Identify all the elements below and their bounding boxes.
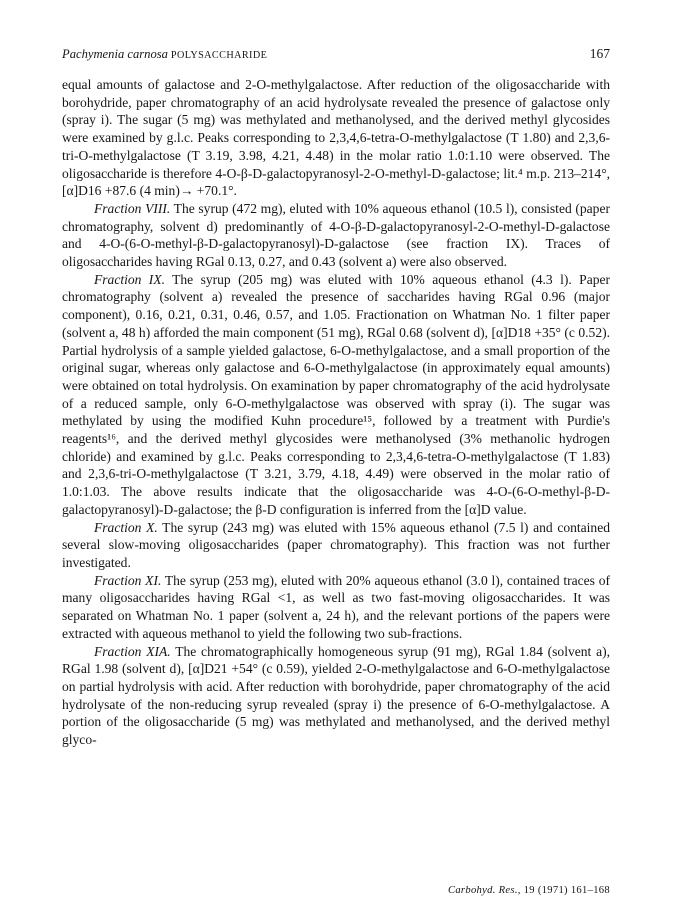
paragraph-text: The syrup (472 mg), eluted with 10% aqueous ethanol (10.5 l), consisted (paper chromatography, solvent d) predominantly of 4-O-β-D-galactopyranosyl-2-O-methyl-D-galactose and 4-O-(6-O-methyl-β-D-galactopyranosyl)-D-galactose (see fraction IX). Traces of oligosaccharides having RGal 0.13, 0.27, and 0.43 (solvent a) were also observed. xyxy=(62,200,610,270)
footer-citation: 19 (1971) 161–168 xyxy=(520,885,610,896)
paragraph-fraction-x xyxy=(62,519,610,572)
paragraph-heading: Fraction XI. xyxy=(94,572,162,588)
paragraph-heading: Fraction VIII. xyxy=(94,200,171,216)
paragraph-fraction-ix xyxy=(62,271,610,519)
paragraph-text: The syrup (205 mg) was eluted with 10% aqueous ethanol (4.3 l). Paper chromatography (solvent a) revealed the presence of saccharides having RGal 0.96 (major component), 0.16, 0.21, 0.31, 0.46, 0.57, and 1.05. Fractionation on Whatman No. 1 filter paper (solvent a, 48 h) afforded the main component (51 mg), RGal 0.68 (solvent d), [α]D18 +35° (c 0.52). Partial hydrolysis of a sample yielded galactose, 6-O-methylgalactose, and a small proportion of the original sugar, whereas only galactose and 6-O-methylgalactose (in approximately equal amounts) were obtained on total hydrolysis. On examination by paper chromatography of the acid hydrolysate of a reduced sample, only 6-O-methylgalactose was observed with spray (i). The sugar was methylated by using the modified Kuhn procedure¹⁵, followed by a treatment with Purdie's reagents¹⁶, and the derived methyl glycosides were methanolysed (3% methanolic hydrogen chloride) and examined by g.l.c. Peaks corresponding to 2,3,4,6-tetra-O-methylgalactose (T 1.83) and 2,3,6-tri-O-methylgalactose (T 3.21, 3.79, 4.18, 4.49) were observed in the molar ratio of 1.0:1.03. The above results indicate that the oligosaccharide was 4-O-(6-O-methyl-β-D-galactopyranosyl)-D-galactose; the β-D configuration is inferred from the [α]D value. xyxy=(62,271,610,517)
paragraph-text: The syrup (243 mg) was eluted with 15% aqueous ethanol (7.5 l) and contained several slow-moving oligosaccharides (paper chromatography). This fraction was not further investigated. xyxy=(62,519,610,570)
body-text xyxy=(62,76,610,749)
running-title-rest: POLYSACCHARIDE xyxy=(167,50,268,61)
paragraph-fraction-xi xyxy=(62,572,610,643)
paragraph-heading: Fraction XIA. xyxy=(94,643,171,659)
page-number: 167 xyxy=(589,46,610,61)
paragraph-text: equal amounts of galactose and 2-O-methylgalactose. After reduction of the oligosaccharide with borohydride, paper chromatography of an acid hydrolysate revealed the presence of galactose only (spray i). The sugar (5 mg) was methylated and methanolysed, and the derived methyl glycosides were examined by g.l.c. Peaks corresponding to 2,3,4,6-tetra-O-methylgalactose (T 1.80) and 2,3,6-tri-O-methylgalactose (T 3.19, 3.98, 4.21, 4.48) in the molar ratio 1.0:1.10 were observed. The oligosaccharide is therefore 4-O-β-D-galactopyranosyl-2-O-methyl-D-galactose; lit.⁴ m.p. 213–214°, [α]D16 +87.6 (4 min)→ +70.1°. xyxy=(62,77,610,199)
paragraph-fraction-xia xyxy=(62,643,610,749)
journal-citation-footer xyxy=(448,885,610,896)
paragraph-text: The chromatographically homogeneous syrup (91 mg), RGal 1.84 (solvent a), RGal 1.98 (solvent d), [α]D21 +54° (c 0.59), yielded 2-O-methylgalactose and 6-O-methylgalactose on partial hydrolysis with acid. After reduction with borohydride, paper chromatography of the acid hydrolysate of the non-reducing syrup revealed (spray i) the presence of 6-O-methylgalactose. A portion of the oligosaccharide (5 mg) was methylated and methanolysed, and the derived methyl glyco- xyxy=(62,643,610,748)
running-title xyxy=(62,44,267,66)
paragraph-text: The syrup (253 mg), eluted with 20% aqueous ethanol (3.0 l), contained traces of many oligosaccharides having RGal <1, as well as two fast-moving oligosaccharides. It was separated on Whatman No. 1 paper (solvent a, 24 h), and the relevant portions of the papers were extracted with aqueous methanol to yield the following two sub-fractions. xyxy=(62,572,611,641)
paragraph-heading: Fraction X. xyxy=(94,519,158,535)
running-title-species: Pachymenia carnosa xyxy=(62,47,168,61)
paragraph-fraction-viii xyxy=(62,200,610,271)
paragraph-heading: Fraction IX. xyxy=(94,271,165,287)
paragraph-continued xyxy=(62,76,610,200)
footer-journal: Carbohyd. Res., xyxy=(447,885,521,896)
running-header xyxy=(62,44,610,64)
